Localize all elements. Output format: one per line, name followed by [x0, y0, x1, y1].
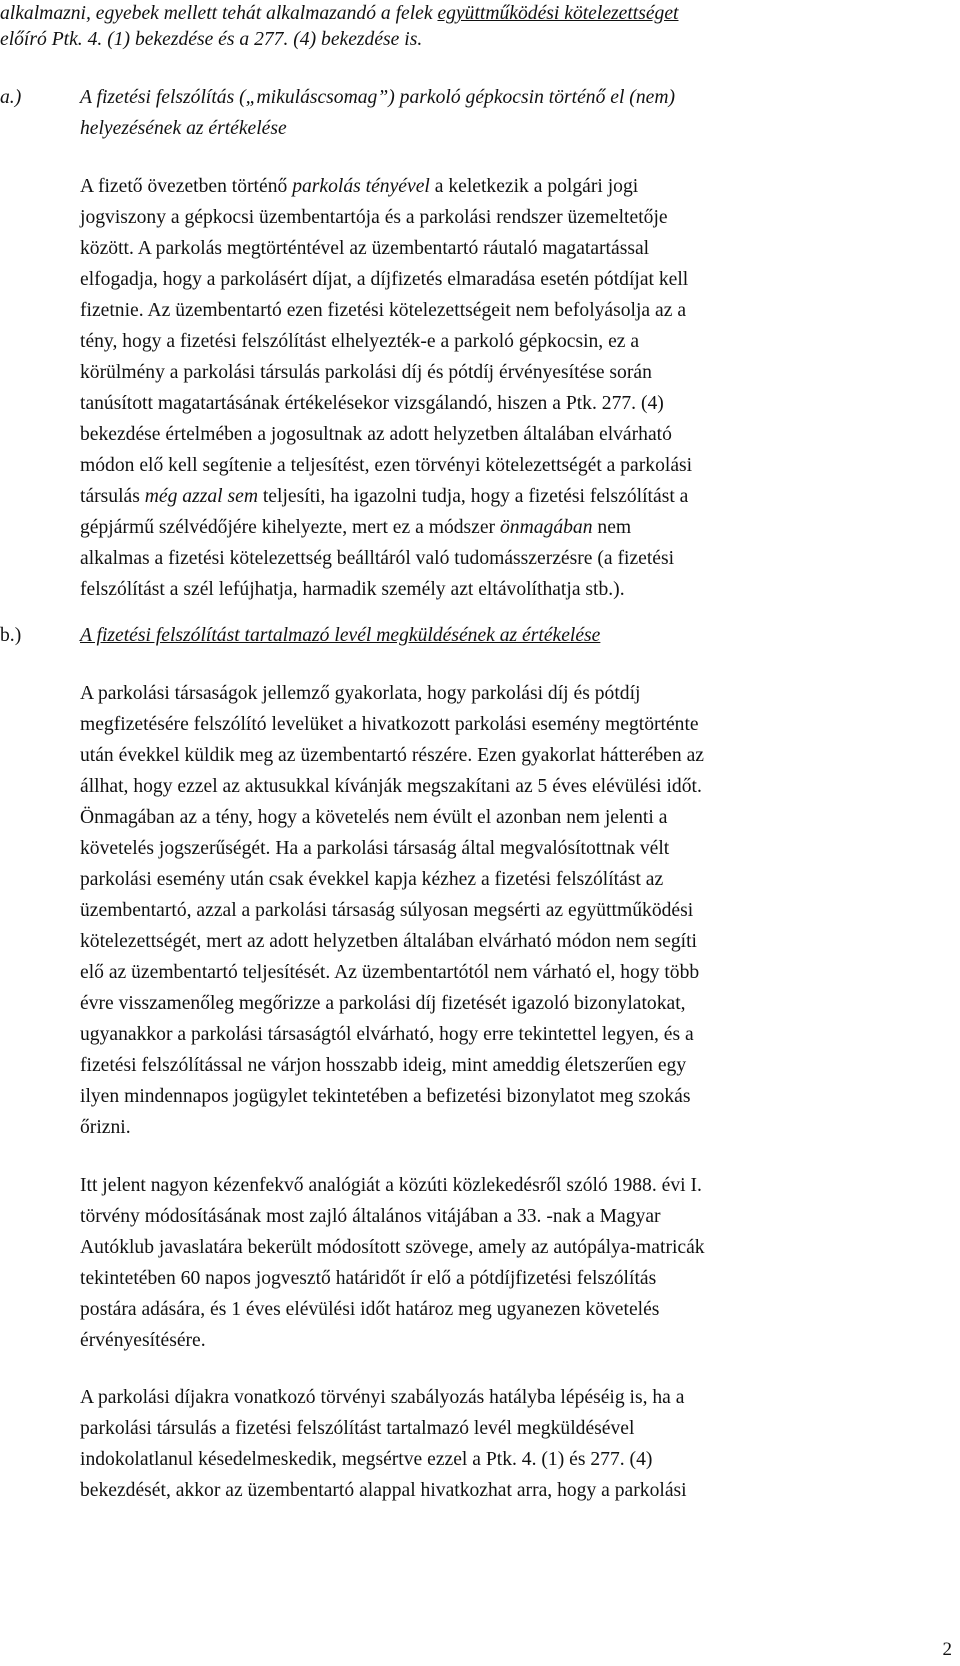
section-b-line: fizetési felszólítással ne várjon hosszabb ideig, mint ameddig életszerűen egy	[80, 1055, 687, 1076]
section-a-line: módon elő kell segítenie a teljesítést, ezen törvényi kötelezettségét a parkolási	[80, 455, 693, 476]
section-a-line: elfogadja, hogy a parkolásért díjat, a díjfizetés elmaradása esetén pótdíjat kell	[80, 269, 689, 290]
intro-line-1-text: alkalmazni, egyebek mellett tehát alkalmazandó a felek	[0, 3, 438, 24]
intro-line-2: előíró Ptk. 4. (1) bekezdése és a 277. (4) bekezdése is.	[0, 29, 423, 50]
section-b-line: érvényesítésére.	[80, 1330, 206, 1351]
section-b-line: törvény módosításának most zajló általános vitájában a 33. -nak a Magyar	[80, 1206, 661, 1227]
section-a-line	[80, 514, 631, 541]
section-b-line: megfizetésére felszólító levelüket a hivatkozott parkolási esemény megtörténte	[80, 714, 699, 735]
section-b-line: postára adására, és 1 éves elévülési időt határoz meg ugyanezen követelés	[80, 1299, 660, 1320]
section-b-line: A parkolási díjakra vonatkozó törvényi szabályozás hatályba lépéséig is, ha a	[80, 1387, 685, 1408]
section-a-line: körülmény a parkolási társulás parkolási díj és pótdíj érvényesítése során	[80, 362, 652, 383]
text-run: gépjármű szélvédőjére kihelyezte, mert ez a módszer	[80, 517, 500, 538]
section-b-marker: b.)	[0, 625, 22, 646]
emphasis: parkolás tényével	[292, 176, 430, 197]
intro-underlined-phrase: együttműködési kötelezettséget	[437, 3, 679, 24]
section-b-line: őrizni.	[80, 1117, 131, 1138]
section-b-line: ugyanakkor a parkolási társaságtól elvárható, hogy erre tekintettel legyen, és a	[80, 1024, 694, 1045]
section-a-line: tény, hogy a fizetési felszólítást elhelyezték-e a parkoló gépkocsin, ez a	[80, 331, 640, 352]
section-a-line	[80, 483, 688, 510]
section-b-heading: A fizetési felszólítást tartalmazó levél megküldésének az értékelése	[80, 625, 601, 646]
section-b-line: évre visszamenőleg megőrizze a parkolási díj fizetését igazoló bizonylatokat,	[80, 993, 686, 1014]
section-a-line: fizetnie. Az üzembentartó ezen fizetési kötelezettségeit nem befolyásolja az a	[80, 300, 687, 321]
section-a-line: jogviszony a gépkocsi üzembentartója és a parkolási rendszer üzemeltetője	[80, 207, 668, 228]
section-b-line: bekezdését, akkor az üzembentartó alappal hivatkozhat arra, hogy a parkolási	[80, 1480, 687, 1501]
section-b-line: parkolási társulás a fizetési felszólítást tartalmazó levél megküldésével	[80, 1418, 635, 1439]
section-b-line: üzembentartó, azzal a parkolási társaság súlyosan megsérti az együttműködési	[80, 900, 694, 921]
section-b-line: után évekkel küldik meg az üzembentartó részére. Ezen gyakorlat hátterében az	[80, 745, 704, 766]
text-run: a keletkezik a polgári jogi	[429, 176, 639, 197]
emphasis: még azzal sem	[144, 486, 258, 507]
emphasis: önmagában	[499, 517, 593, 538]
text-run: nem	[592, 517, 632, 538]
section-a-heading-line-1: A fizetési felszólítás („mikuláscsomag”) parkoló gépkocsin történő el (nem)	[80, 87, 675, 108]
section-b-line: tekintetében 60 napos jogvesztő határidőt ír elő a pótdíjfizetési felszólítás	[80, 1268, 657, 1289]
intro-line-1	[0, 0, 900, 27]
section-b-line: Itt jelent nagyon kézenfekvő analógiát a közúti közlekedésről szóló 1988. évi I.	[80, 1175, 702, 1196]
section-b-line: indokolatlanul késedelmeskedik, megsértve ezzel a Ptk. 4. (1) és 277. (4)	[80, 1449, 653, 1470]
section-b-line: követelés jogszerűségét. Ha a parkolási társaság által megvalósítottnak vélt	[80, 838, 670, 859]
section-b-line: A parkolási társaságok jellemző gyakorlata, hogy parkolási díj és pótdíj	[80, 683, 641, 704]
section-a-line: tanúsított magatartásának értékelésekor vizsgálandó, hiszen a Ptk. 277. (4)	[80, 393, 664, 414]
section-a-line: alkalmas a fizetési kötelezettség beálltáról való tudomásszerzésre (a fizetési	[80, 548, 675, 569]
text-run: teljesíti, ha igazolni tudja, hogy a fizetési felszólítást a	[257, 486, 689, 507]
section-b-line: Autóklub javaslatára bekerült módosított szövege, amely az autópálya-matricák	[80, 1237, 705, 1258]
section-a-heading-line-2: helyezésének az értékelése	[80, 118, 287, 139]
section-b-line: elő az üzembentartó teljesítését. Az üzembentartótól nem várható el, hogy több	[80, 962, 700, 983]
page-number: 2	[942, 1639, 952, 1660]
section-a-line	[80, 173, 638, 200]
section-b-line: kötelezettségét, mert az adott helyzetben általában elvárható módon nem segíti	[80, 931, 697, 952]
section-b-line: állhat, hogy ezzel az aktusukkal kívánják megszakítani az 5 éves elévülési időt.	[80, 776, 702, 797]
section-b-line: Önmagában az a tény, hogy a követelés nem évült el azonban nem jelenti a	[80, 807, 668, 828]
section-b-line: parkolási esemény után csak évekkel kapja kézhez a fizetési felszólítást az	[80, 869, 664, 890]
text-run: A fizető övezetben történő	[80, 176, 293, 197]
text-run: társulás	[80, 486, 145, 507]
section-a-line: felszólítást a szél lefújhatja, harmadik személy azt eltávolíthatja stb.).	[80, 579, 625, 600]
section-a-marker: a.)	[0, 87, 22, 108]
section-a-line: között. A parkolás megtörténtével az üzembentartó ráutaló magatartással	[80, 238, 650, 259]
section-b-line: ilyen mindennapos jogügylet tekintetében a befizetési bizonylatot meg szokás	[80, 1086, 691, 1107]
section-a-line: bekezdése értelmében a jogosultnak az adott helyzetben általában elvárható	[80, 424, 672, 445]
